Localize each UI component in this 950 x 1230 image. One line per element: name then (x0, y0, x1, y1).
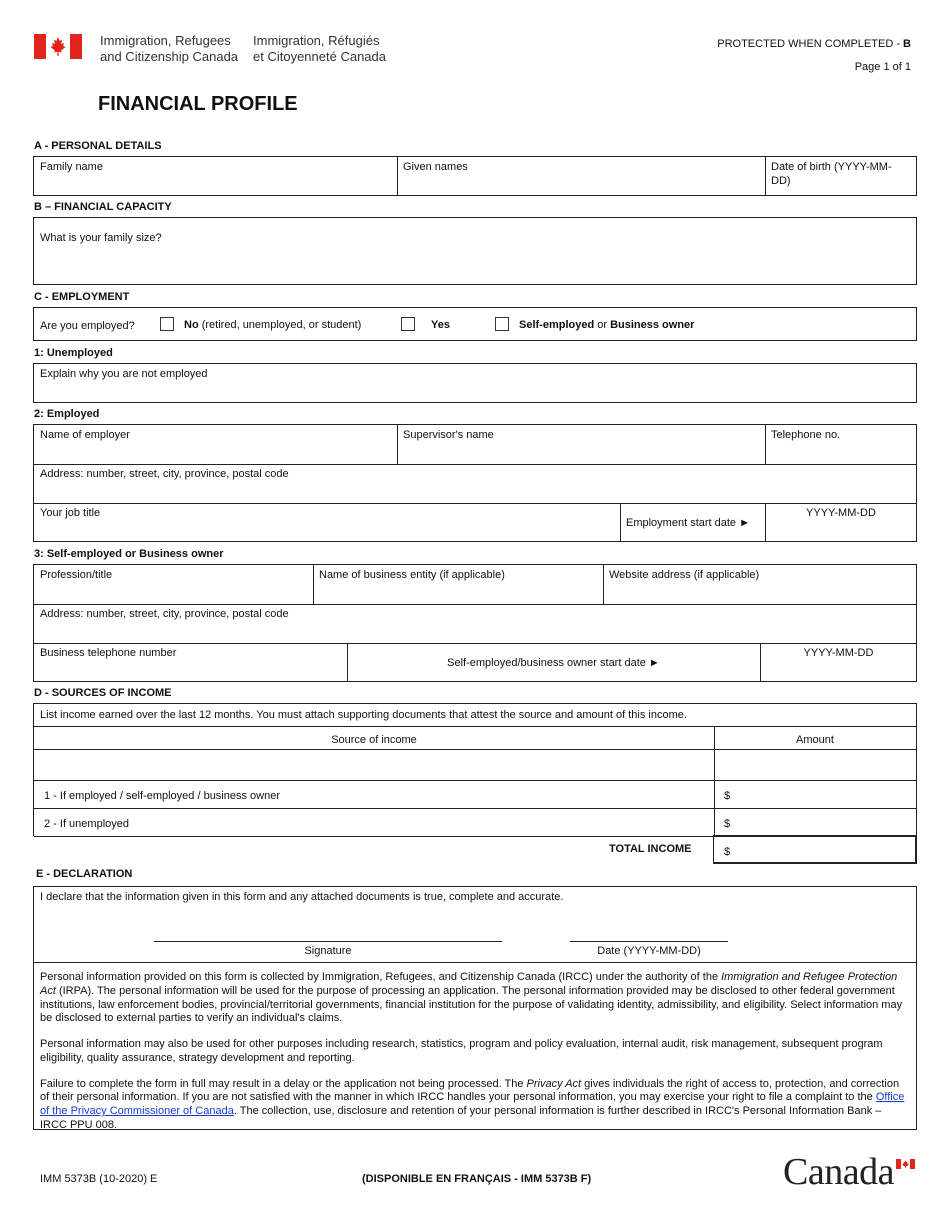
business-phone-input[interactable] (40, 661, 340, 677)
no-checkbox[interactable] (160, 317, 174, 331)
employer-address-label: Address: number, street, city, province, postal code (40, 468, 289, 480)
job-title-input[interactable] (40, 521, 610, 537)
family-size-label: What is your family size? (40, 232, 162, 244)
personal-details-box (33, 156, 917, 196)
section-c-title: C - EMPLOYMENT (34, 291, 130, 303)
self-employed-box (33, 564, 917, 682)
dob-label: Date of birth (YYYY-MM-DD) (771, 161, 892, 188)
page-number: Page 1 of 1 (854, 61, 911, 73)
website-label: Website address (if applicable) (609, 569, 760, 581)
yes-checkbox[interactable] (401, 317, 415, 331)
currency-symbol: $ (724, 790, 731, 802)
employment-start-input[interactable] (771, 521, 911, 537)
employed-question: Are you employed? (40, 320, 135, 332)
signature-line[interactable] (154, 941, 502, 942)
section-b-title: B – FINANCIAL CAPACITY (34, 201, 172, 213)
business-start-input[interactable] (766, 661, 911, 677)
canada-wordmark: Canada (783, 1151, 894, 1193)
section-a-title: A - PERSONAL DETAILS (34, 140, 162, 152)
supervisor-input[interactable] (403, 443, 758, 459)
source-amount-input[interactable] (720, 755, 910, 775)
self-employed-checkbox[interactable] (495, 317, 509, 331)
section-d-title: D - SOURCES OF INCOME (34, 687, 172, 699)
employment-start-label: Employment start date ► (626, 517, 750, 529)
family-name-input[interactable] (40, 175, 390, 191)
declaration-text: I declare that the information given in this form and any attached documents is true, complete and accurate. (40, 891, 564, 903)
source-input[interactable] (40, 755, 708, 775)
date-line[interactable] (570, 941, 728, 942)
french-availability-note: (DISPONIBLE EN FRANÇAIS - IMM 5373B F) (362, 1173, 592, 1185)
given-names-label: Given names (403, 161, 468, 173)
privacy-paragraph-2: Personal information may also be used for other purposes including research, statistics, program and policy evaluation, internal audit, risk management, subsequent program eligibility, quality assurance, strategy development and reporting. (40, 1038, 883, 1064)
website-input[interactable] (609, 583, 909, 599)
business-address-input[interactable] (40, 622, 900, 638)
given-names-input[interactable] (403, 175, 758, 191)
self-employed-subtitle: 3: Self-employed or Business owner (34, 548, 224, 560)
unemployed-amount-input[interactable] (734, 813, 910, 831)
protected-notice: PROTECTED WHEN COMPLETED - B (717, 38, 911, 50)
family-size-input[interactable] (40, 254, 900, 274)
unemployed-box (33, 363, 917, 403)
employed-amount-input[interactable] (734, 785, 910, 803)
option-no[interactable]: No (retired, unemployed, or student) (160, 317, 361, 331)
business-start-label: Self-employed/business owner start date ► (447, 657, 660, 669)
option-yes[interactable]: Yes (401, 317, 450, 331)
job-title-label: Your job title (40, 507, 101, 519)
currency-symbol: $ (724, 846, 731, 858)
canada-flag-icon (34, 34, 82, 59)
form-title: FINANCIAL PROFILE (98, 93, 298, 115)
department-name-fr: Immigration, Réfugiés et Citoyenneté Canada (253, 33, 386, 64)
section-e-title: E - DECLARATION (36, 868, 133, 880)
income-row-employed-label: 1 - If employed / self-employed / business owner (44, 790, 281, 802)
total-income-input[interactable] (734, 841, 910, 859)
income-row-unemployed-label: 2 - If unemployed (44, 818, 129, 830)
total-income-label: TOTAL INCOME (609, 843, 692, 855)
income-instructions-box (33, 703, 917, 726)
privacy-paragraph-1: Personal information provided on this form is collected by Immigration, Refugees, and Citizenship Canada (IRCC) under the authority of the Immigration and Refugee Protection Act (IRPA). The personal information will be used for the purpose of processing an application. The personal information provided may be disclosed to other federal government institutions, law enforcement bodies, provincial/territorial governments, financial institution for the purpose of validating identity, admissibility, and eligibility. Select information may be disclosed to external parties to verify an individual's claims. (40, 971, 903, 1025)
employer-input[interactable] (40, 443, 390, 459)
signature-label: Signature (304, 945, 352, 957)
currency-symbol: $ (724, 818, 731, 830)
department-name-en: Immigration, Refugees and Citizenship Canada (100, 33, 239, 64)
employer-address-input[interactable] (40, 482, 900, 498)
source-column-header: Source of income (331, 734, 417, 746)
privacy-notice (40, 971, 908, 1145)
business-name-label: Name of business entity (if applicable) (319, 569, 505, 581)
option-self-employed[interactable]: Self-employed or Business owner (495, 317, 694, 331)
employed-subtitle: 2: Employed (34, 408, 100, 420)
dob-input[interactable] (771, 175, 911, 191)
supervisor-label: Supervisor's name (403, 429, 494, 441)
employer-label: Name of employer (40, 429, 130, 441)
privacy-paragraph-3: Failure to complete the form in full may result in a delay or the application not being processed. The Privacy Act gives individuals the right of access to, protection, and correction of their personal information. If you are not satisfied with the manner in which IRCC handles your personal information, you may exercise your right to file a complaint to the Office of the Privacy Commissioner of Canada. The collection, use, disclosure and retention of your personal information is further described in IRCC's Personal Information Bank – IRCC PPU 008. (40, 1077, 905, 1131)
business-phone-label: Business telephone number (40, 647, 177, 659)
business-start-placeholder: YYYY-MM-DD (803, 647, 874, 659)
form-code: IMM 5373B (10-2020) E (40, 1173, 158, 1185)
declaration-box (33, 886, 917, 1130)
employment-start-placeholder: YYYY-MM-DD (806, 507, 876, 519)
total-income-box (713, 835, 917, 864)
telephone-input[interactable] (771, 443, 911, 459)
profession-input[interactable] (40, 583, 306, 599)
income-table (33, 726, 917, 836)
privacy-commissioner-link[interactable]: Office of the Privacy Commissioner of Canada (40, 1091, 905, 1117)
unemployed-explain-input[interactable] (40, 382, 900, 398)
wordmark-flag-icon (896, 1159, 915, 1169)
income-instructions: List income earned over the last 12 months. You must attach supporting documents that attest the source and amount of this income. (40, 709, 687, 721)
telephone-label: Telephone no. (771, 429, 841, 441)
business-name-input[interactable] (319, 583, 597, 599)
explain-label: Explain why you are not employed (40, 368, 208, 380)
employed-box (33, 424, 917, 542)
employment-status-box (33, 307, 917, 341)
family-name-label: Family name (40, 161, 103, 173)
unemployed-subtitle: 1: Unemployed (34, 347, 113, 359)
financial-capacity-box (33, 217, 917, 285)
profession-label: Profession/title (40, 569, 113, 581)
date-label: Date (YYYY-MM-DD) (597, 945, 701, 957)
business-address-label: Address: number, street, city, province, postal code (40, 608, 289, 620)
amount-column-header: Amount (796, 734, 834, 746)
